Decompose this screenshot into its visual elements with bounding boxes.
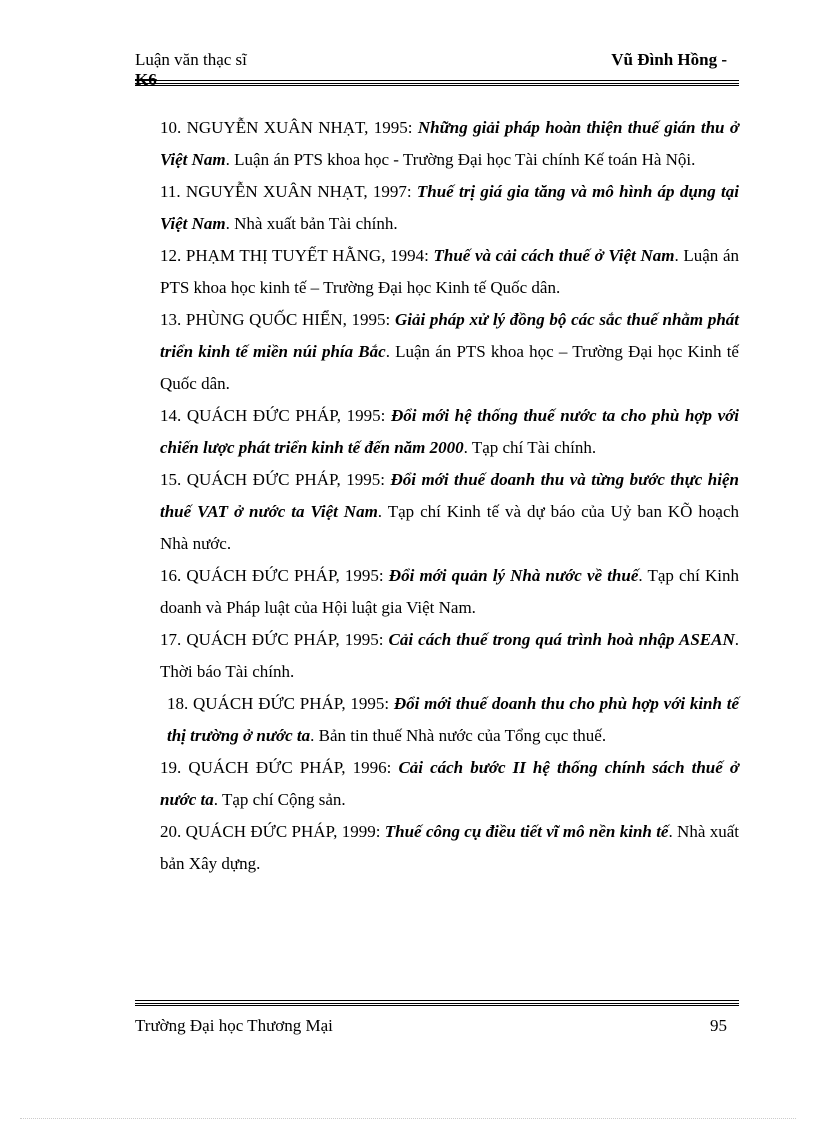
ref-publisher: . Thời báo Tài chính. xyxy=(160,630,739,681)
ref-author: QUÁCH ĐỨC PHÁP, 1995: xyxy=(188,694,394,713)
ref-title: Thuế trị giá gia tăng và mô hình áp dụng tại Việt Nam xyxy=(160,182,739,233)
ref-publisher: . Luận án PTS khoa học kinh tế – Trường Đại học Kinh tế Quốc dân. xyxy=(160,246,739,297)
ref-title: Cải cách bước II hệ thống chính sách thuế ở nước ta xyxy=(160,758,739,809)
ref-number: 12. xyxy=(160,246,182,265)
reference-item xyxy=(160,752,739,816)
footer-rule xyxy=(135,1000,739,1006)
ref-number: 10. xyxy=(160,118,182,137)
ref-title: Thuế công cụ điều tiết vĩ mô nền kinh tế xyxy=(384,822,669,841)
reference-item xyxy=(160,688,739,752)
ref-author: QUÁCH ĐỨC PHÁP, 1995: xyxy=(181,566,389,585)
ref-title: Đổi mới quản lý Nhà nước về thuế xyxy=(388,566,639,585)
ref-number: 18. xyxy=(167,694,189,713)
struck-cohort-label: K6 xyxy=(135,70,157,89)
ref-title: Đổi mới thuế doanh thu và từng bước thực hiện thuế VAT ở nước ta Việt Nam xyxy=(160,470,739,521)
page-bottom-dotted-edge xyxy=(20,1118,796,1119)
reference-item xyxy=(160,240,739,304)
reference-item xyxy=(160,176,739,240)
ref-title: Đổi mới hệ thống thuế nước ta cho phù hợp với chiến lược phát triển kinh tế đến năm 2000 xyxy=(160,406,739,457)
ref-publisher: . Luận án PTS khoa học - Trường Đại học Tài chính Kế toán Hà Nội. xyxy=(225,150,696,169)
ref-number: 17. xyxy=(160,630,182,649)
ref-title: Giải pháp xử lý đồng bộ các sắc thuế nhằm phát triển kinh tế miền núi phía Bắc xyxy=(160,310,740,361)
reference-item xyxy=(160,112,739,176)
ref-number: 15. xyxy=(160,470,182,489)
ref-author: QUÁCH ĐỨC PHÁP, 1995: xyxy=(181,406,391,425)
ref-publisher: . Tạp chí Tài chính. xyxy=(463,438,597,457)
ref-publisher: . Tạp chí Cộng sản. xyxy=(213,790,346,809)
ref-author: PHẠM THỊ TUYẾT HẰNG, 1994: xyxy=(181,246,434,265)
reference-item xyxy=(160,400,739,464)
ref-number: 20. xyxy=(160,822,182,841)
ref-title: Đổi mới thuế doanh thu cho phù hợp với kinh tế thị trường ở nước ta xyxy=(167,694,739,745)
reference-item xyxy=(160,624,739,688)
ref-number: 14. xyxy=(160,406,182,425)
ref-publisher: . Nhà xuất bản Tài chính. xyxy=(225,214,398,233)
ref-publisher: . Bản tin thuế Nhà nước của Tổng cục thuế. xyxy=(310,726,607,745)
ref-publisher: . Luận án PTS khoa học – Trường Đại học Kinh tế Quốc dân. xyxy=(160,342,739,393)
ref-publisher: . Nhà xuất bản Xây dựng. xyxy=(160,822,739,873)
ref-number: 13. xyxy=(160,310,182,329)
thesis-label: Luận văn thạc sĩ xyxy=(135,50,247,69)
ref-title: Những giải pháp hoàn thiện thuế gián thu ở Việt Nam xyxy=(160,118,739,169)
reference-list xyxy=(160,112,739,880)
ref-author: NGUYỄN XUÂN NHẠT, 1995: xyxy=(181,118,418,137)
header-rule xyxy=(135,80,739,86)
ref-author: QUÁCH ĐỨC PHÁP, 1999: xyxy=(181,822,385,841)
reference-item xyxy=(160,464,739,560)
ref-author: QUÁCH ĐỨC PHÁP, 1995: xyxy=(181,470,391,489)
ref-title: Cải cách thuế trong quá trình hoà nhập ASEAN xyxy=(388,630,735,649)
ref-publisher: . Tạp chí Kinh doanh và Pháp luật của Hội luật gia Việt Nam. xyxy=(160,566,739,617)
ref-number: 19. xyxy=(160,758,182,777)
ref-author: QUÁCH ĐỨC PHÁP, 1995: xyxy=(181,630,389,649)
ref-number: 11. xyxy=(160,182,181,201)
ref-author: NGUYỄN XUÂN NHẠT, 1997: xyxy=(180,182,417,201)
ref-publisher: . Tạp chí Kinh tế và dự báo của Uỷ ban KÕ hoạch Nhà nước. xyxy=(160,502,739,553)
ref-author: QUÁCH ĐỨC PHÁP, 1996: xyxy=(181,758,399,777)
reference-item xyxy=(160,816,739,880)
reference-item xyxy=(160,304,739,400)
ref-author: PHÙNG QUỐC HIỂN, 1995: xyxy=(181,310,395,329)
ref-number: 16. xyxy=(160,566,182,585)
author-name: Vũ Đình Hồng - xyxy=(611,50,727,69)
university-name: Trường Đại học Thương Mại xyxy=(135,1016,333,1035)
reference-item xyxy=(160,560,739,624)
page-number: 95 xyxy=(710,1016,727,1035)
ref-title: Thuế và cải cách thuế ở Việt Nam xyxy=(433,246,675,265)
